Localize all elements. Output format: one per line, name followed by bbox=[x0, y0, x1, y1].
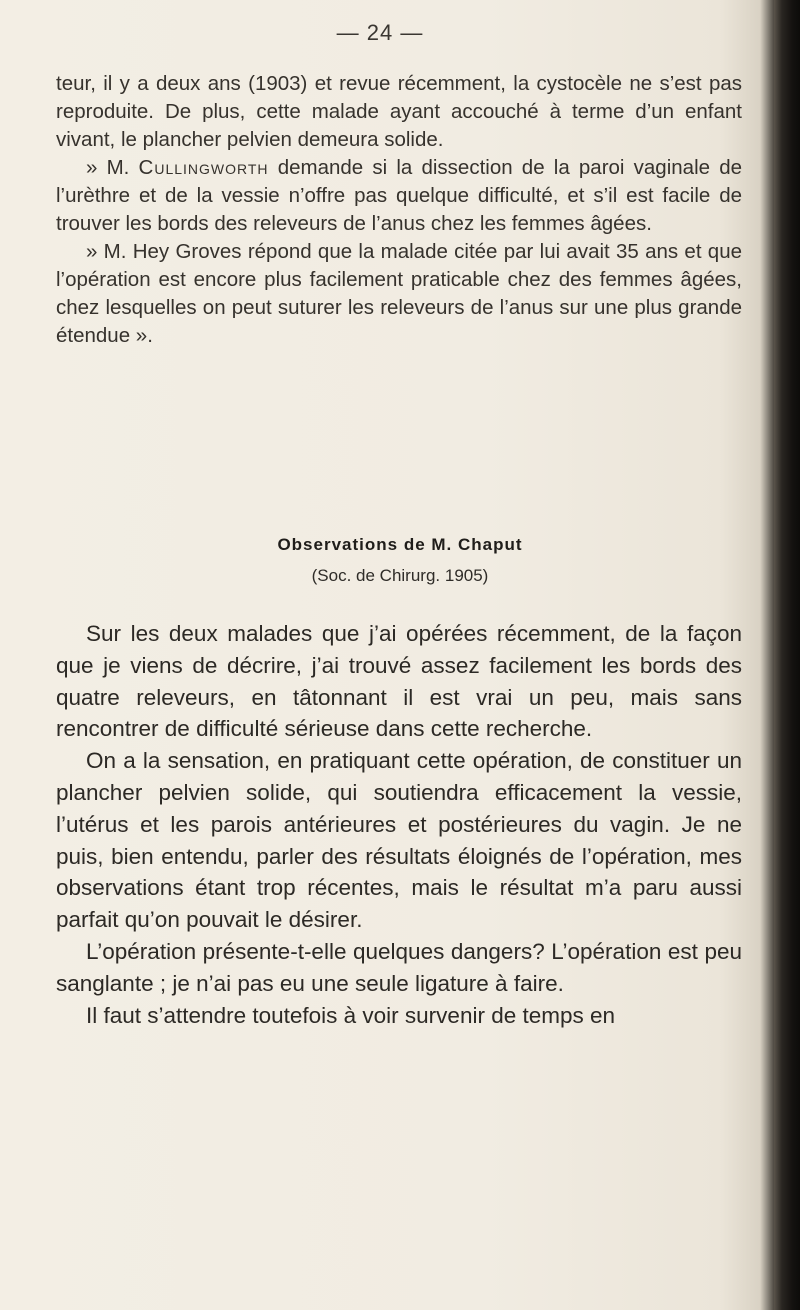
body-paragraph-4: Il faut s’attendre toutefois à voir survenir de temps en bbox=[86, 1002, 616, 1028]
page-number: — 24 — bbox=[336, 20, 424, 45]
author-name-cullingworth: Cullingworth bbox=[138, 156, 269, 179]
intro-paragraph-1: teur, il y a deux ans (1903) et revue récemment, la cystocèle ne s’est pas reproduite. De plus, cette malade ayant accouché à terme d’un enfant vivant, le plancher pelvien demeura solide. bbox=[56, 72, 742, 151]
intro-paragraph-2 bbox=[56, 154, 742, 238]
body-paragraph-3: L’opération présente-t-elle quelques dangers? L’opération est peu sanglante ; je n’ai pas eu une seule ligature à faire. bbox=[56, 938, 742, 996]
intro-paragraph-2-rest: demande si la dissection de la paroi vaginale de l’urèthre et de la vessie n’offre pas quelque difficulté, et s’il est facile de trouver les bords des releveurs de l’anus chez les femmes âgées. bbox=[56, 156, 742, 235]
intro-text bbox=[56, 70, 742, 350]
intro-paragraph-2-prefix: » M. bbox=[86, 156, 139, 179]
body-text bbox=[56, 618, 742, 1031]
body-paragraph-1: Sur les deux malades que j’ai opérées récemment, de la façon que je viens de décrire, j’ai trouvé assez facilement les bords des quatre releveurs, en tâtonnant il est vrai un peu, mais sans rencontrer de difficulté sérieuse dans cette recherche. bbox=[56, 621, 742, 742]
body-paragraph-2: On a la sensation, en pratiquant cette opération, de constituer un plancher pelvien solide, qui soutiendra efficacement la vessie, l’utérus et les parois antérieures et postérieures du vagin. Je ne puis, bien entendu, parler des résultats éloignés de l’opération, mes observations étant trop récentes, mais le résultat m’a paru aussi parfait qu’on pouvait le désirer. bbox=[56, 748, 742, 933]
book-spine-shadow bbox=[774, 0, 800, 1310]
section-title: Observations de M. Chaput bbox=[277, 535, 523, 554]
section-source: (Soc. de Chirurg. 1905) bbox=[311, 566, 489, 585]
intro-paragraph-3: » M. Hey Groves répond que la malade citée par lui avait 35 ans et que l’opération est encore plus facilement praticable chez des femmes âgées, chez lesquelles on peut suturer les releveurs de l’anus sur une plus grande étendue ». bbox=[56, 240, 742, 347]
